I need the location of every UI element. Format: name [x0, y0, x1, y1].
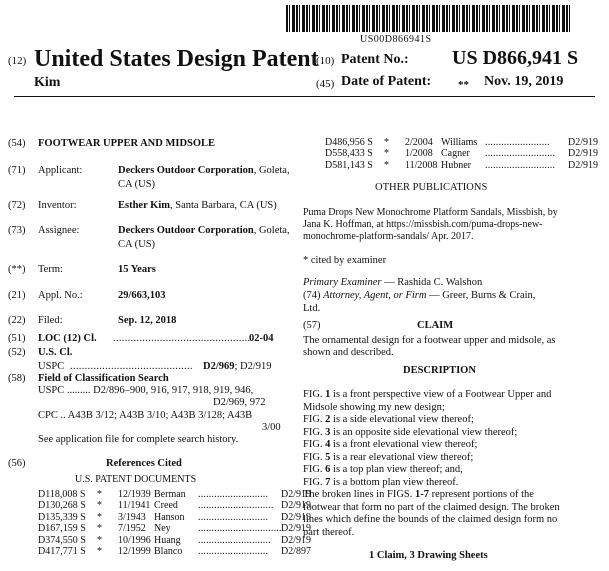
- references-label: References Cited: [106, 458, 182, 469]
- reference-star: *: [97, 534, 102, 546]
- description-line: [303, 527, 354, 540]
- design-title: FOOTWEAR UPPER AND MIDSOLE: [38, 138, 216, 149]
- reference-date: 11/1941: [118, 500, 151, 512]
- code-71: (71): [8, 165, 26, 176]
- date-label: Date of Patent:: [341, 74, 432, 89]
- reference-class: D2/919: [281, 500, 311, 512]
- term-label: Term:: [38, 264, 63, 275]
- description-line: [303, 452, 473, 465]
- reference-class: D2/919: [281, 511, 311, 523]
- reference-inventor: Hubner: [441, 159, 471, 171]
- reference-row: [38, 534, 311, 547]
- attorney-label: Attorney, Agent, or Firm: [323, 290, 427, 301]
- reference-class: D2/897: [281, 546, 311, 557]
- reference-inventor: Berman: [154, 489, 186, 500]
- reference-dots: ..........................: [485, 159, 556, 171]
- reference-number: D130,268 S: [38, 500, 86, 512]
- reference-dots: ..........................: [198, 546, 269, 557]
- reference-number: D167,159 S: [38, 523, 86, 535]
- other-pub-line-3: monochrome-platform-sandals/ Apr. 2017.: [303, 231, 474, 242]
- uspc-values: [203, 360, 272, 374]
- description-text: FIG.: [303, 451, 326, 463]
- inventor-name: Esther Kim: [118, 200, 171, 211]
- examiner-name: — Rashida C. Walshon: [381, 277, 483, 288]
- reference-inventor: Ney: [154, 523, 171, 535]
- attorney-code: (74): [303, 290, 324, 301]
- inventor-surname: Kim: [34, 75, 61, 90]
- figure-number: 7: [325, 476, 331, 488]
- description-line: [303, 477, 458, 490]
- reference-row: [38, 511, 311, 524]
- uspc-main: D2/969: [203, 361, 235, 372]
- inventor-location: , Santa Barbara, CA (US): [170, 200, 277, 211]
- reference-class: D2/919: [281, 534, 311, 546]
- reference-star: *: [97, 546, 102, 557]
- reference-date: 1/2008: [405, 148, 433, 160]
- figure-number: 4: [325, 439, 331, 450]
- reference-star: *: [384, 159, 389, 171]
- reference-number: D417,771 S: [38, 546, 86, 557]
- description-text: FIG.: [303, 389, 326, 400]
- code-72: (72): [8, 200, 26, 211]
- code-term: (**): [8, 264, 26, 275]
- reference-dots: ........................: [485, 137, 550, 148]
- patent-type-title: United States Design Patent: [34, 46, 319, 72]
- reference-class: D2/919: [568, 148, 598, 160]
- reference-inventor: Cagner: [441, 148, 470, 160]
- code-45: (45): [316, 78, 335, 90]
- applicant-name: Deckers Outdoor Corporation: [118, 165, 254, 176]
- description-text: footwear that form no part of the claimed design. The broken: [303, 501, 560, 513]
- code-12: (12): [8, 55, 27, 67]
- description-text: lines which define the bounds of the claimed design form no: [303, 514, 558, 525]
- loc-dots: ...............................................: [113, 333, 251, 344]
- reference-row: [38, 500, 311, 512]
- reference-dots: ...........................: [198, 534, 271, 546]
- description-label: DESCRIPTION: [403, 365, 476, 376]
- reference-number: D558,433 S: [325, 148, 373, 160]
- assignee-label: Assignee:: [38, 225, 80, 236]
- code-21: (21): [8, 290, 26, 301]
- reference-class: D2/919: [568, 137, 598, 148]
- reference-date: 12/1999: [118, 546, 151, 557]
- field-cpc-2: 3/00: [262, 422, 281, 433]
- description-text: is an opposite side elevational view thereof;: [330, 426, 518, 438]
- date-stars: **: [458, 79, 469, 91]
- claim-label: CLAIM: [417, 320, 454, 331]
- code-52: (52): [8, 347, 26, 358]
- field-see-note: See application file for complete search history.: [38, 434, 239, 445]
- description-text: FIG.: [303, 414, 326, 425]
- reference-inventor: Blanco: [154, 546, 183, 557]
- code-58: (58): [8, 373, 26, 384]
- reference-row: [325, 137, 598, 149]
- reference-date: 10/1996: [118, 534, 151, 546]
- reference-inventor: Hanson: [154, 511, 185, 523]
- reference-number: D135,339 S: [38, 511, 86, 523]
- examiner-label: Primary Examiner: [303, 277, 382, 288]
- reference-class: D2/919: [281, 523, 311, 535]
- code-51: (51): [8, 333, 26, 344]
- reference-star: *: [97, 523, 102, 535]
- term-value: 15 Years: [118, 264, 156, 275]
- reference-star: *: [97, 511, 102, 523]
- assignee-name: Deckers Outdoor Corporation: [118, 225, 254, 236]
- applicant-label: Applicant:: [38, 165, 83, 176]
- claim-line-1: The ornamental design for a footwear upper and midsole, as: [303, 335, 556, 346]
- patent-no-label: Patent No.:: [341, 52, 409, 67]
- patent-date: Nov. 19, 2019: [484, 74, 564, 89]
- appl-number: 29/663,103: [118, 290, 166, 301]
- reference-dots: ..........................: [198, 511, 269, 523]
- assignee: [118, 224, 290, 238]
- claims-sheets-footer: 1 Claim, 3 Drawing Sheets: [369, 550, 488, 561]
- attorney: [303, 289, 535, 303]
- other-pubs-label: OTHER PUBLICATIONS: [375, 182, 488, 193]
- reference-row: [325, 159, 598, 172]
- reference-date: 12/1939: [118, 489, 151, 500]
- description-text: is a front perspective view of a Footwear Upper and: [330, 389, 552, 400]
- reference-number: D581,143 S: [325, 159, 373, 171]
- reference-number: D118,008 S: [38, 489, 86, 500]
- description-text: FIG.: [303, 476, 326, 488]
- field-cpc: CPC .. A43B 3/12; A43B 3/10; A43B 3/128; A43B: [38, 410, 253, 421]
- reference-star: *: [97, 489, 102, 500]
- cited-by-examiner: * cited by examiner: [303, 255, 387, 266]
- appl-label: Appl. No.:: [38, 290, 83, 301]
- description-line: [303, 514, 557, 527]
- field-uspc-2: D2/969, 972: [213, 397, 266, 408]
- uspc-label: USPC: [38, 361, 65, 372]
- reference-dots: ..........................: [485, 148, 556, 160]
- description-line: [303, 502, 560, 515]
- description-line: [303, 402, 445, 415]
- description-text: FIG.: [303, 439, 326, 450]
- figure-number: 3: [325, 426, 331, 438]
- applicant-location: , Goleta,: [253, 165, 290, 176]
- us-docs-label: U.S. PATENT DOCUMENTS: [75, 474, 197, 485]
- code-56: (56): [8, 458, 26, 469]
- reference-row: [38, 546, 311, 558]
- assignee-location-2: CA (US): [118, 239, 156, 250]
- reference-dots: ..........................: [198, 489, 269, 500]
- barcode-number: US00D866941S: [360, 34, 432, 45]
- description-text: FIG.: [303, 464, 326, 475]
- description-line: [303, 427, 517, 440]
- claim-line-2: shown and described.: [303, 347, 394, 358]
- reference-number: D486,956 S: [325, 137, 373, 148]
- attorney-name: — Greer, Burns & Crain,: [426, 290, 536, 301]
- header-rule: [14, 96, 595, 97]
- reference-dots: ............................: [198, 500, 274, 512]
- code-22: (22): [8, 315, 26, 326]
- figure-number: 2: [325, 414, 331, 425]
- code-73: (73): [8, 225, 26, 236]
- other-pub-line-1: Puma Drops New Monochrome Platform Sandals, Missbish, by: [303, 207, 558, 218]
- figure-number: 5: [325, 451, 331, 463]
- loc-class-label: LOC (12) Cl.: [38, 333, 97, 344]
- other-pub-line-2: Jana K. Hoffman, at https://missbish.com/puma-drops-new-: [303, 219, 543, 230]
- code-10: (10): [316, 55, 335, 67]
- reference-row: [38, 489, 311, 501]
- assignee-location: , Goleta,: [253, 225, 290, 236]
- filed-label: Filed:: [38, 315, 63, 326]
- reference-date: 11/2008: [405, 159, 438, 171]
- loc-class-value: 02-04: [249, 333, 274, 344]
- description-line: [303, 464, 463, 477]
- description-text: FIG.: [303, 426, 326, 438]
- inventor: [118, 199, 277, 213]
- inventor-label: Inventor:: [38, 200, 77, 211]
- description-text: is a bottom plan view thereof.: [330, 476, 459, 488]
- applicant-location-2: CA (US): [118, 179, 156, 190]
- description-line: [303, 389, 551, 402]
- description-text: is a side elevational view thereof;: [330, 414, 474, 425]
- reference-number: D374,550 S: [38, 534, 86, 546]
- reference-inventor: Huang: [154, 534, 181, 546]
- reference-dots: ...............................: [198, 523, 282, 535]
- attorney-line-2: Ltd.: [303, 303, 321, 314]
- reference-row: [325, 148, 598, 160]
- code-54: (54): [8, 138, 26, 149]
- reference-date: 3/1943: [118, 511, 146, 523]
- us-class-label: U.S. Cl.: [38, 347, 73, 358]
- reference-class: D2/919: [568, 159, 598, 171]
- description-text: is a top plan view thereof; and,: [330, 464, 463, 475]
- description-text: is a front elevational view thereof;: [330, 439, 478, 450]
- description-text: is a rear elevational view thereof;: [330, 451, 474, 463]
- primary-examiner: [303, 276, 482, 290]
- description-text: The broken lines in FIGS.: [303, 489, 415, 500]
- reference-row: [38, 523, 311, 535]
- applicant: [118, 164, 290, 178]
- description-line: [303, 489, 534, 502]
- reference-date: 2/2004: [405, 137, 433, 148]
- filed-date: Sep. 12, 2018: [118, 315, 177, 326]
- figure-number: 1-7: [415, 489, 429, 500]
- field-search-label: Field of Classification Search: [38, 373, 169, 384]
- uspc-dots: ..........................................: [70, 361, 193, 372]
- patent-number: US D866,941 S: [452, 47, 579, 69]
- barcode: [286, 5, 572, 32]
- reference-star: *: [97, 500, 102, 512]
- figure-number: 6: [325, 464, 331, 475]
- code-57: (57): [303, 320, 321, 331]
- reference-inventor: Williams: [441, 137, 478, 148]
- reference-date: 7/1952: [118, 523, 146, 535]
- reference-star: *: [384, 148, 389, 160]
- reference-class: D2/919: [281, 489, 311, 500]
- description-text: represent portions of the: [429, 489, 534, 500]
- description-line: [303, 439, 477, 452]
- figure-number: 1: [325, 389, 331, 400]
- field-uspc: USPC ......... D2/896–900, 916, 917, 918, 919, 946,: [38, 385, 254, 396]
- description-line: [303, 414, 474, 427]
- reference-inventor: Creed: [154, 500, 178, 512]
- uspc-extra: ; D2/919: [234, 361, 272, 372]
- description-text: Midsole showing my new design;: [303, 401, 445, 413]
- description-text: part thereof.: [303, 526, 355, 538]
- reference-star: *: [384, 137, 389, 148]
